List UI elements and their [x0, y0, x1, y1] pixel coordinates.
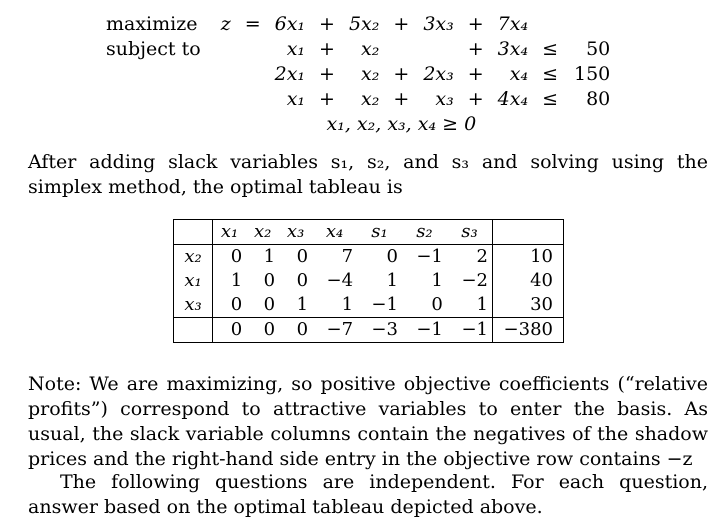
column-header: x₄: [312, 220, 357, 245]
column-header: x₂: [246, 220, 279, 245]
table-cell: 0: [279, 245, 312, 270]
lp-cell: [237, 62, 269, 87]
table-cell: −2: [447, 269, 493, 293]
objective-row: [104, 12, 612, 37]
lp-cell: 150: [574, 63, 611, 85]
lp-label: [104, 62, 215, 87]
lp-cell: +: [319, 38, 335, 60]
lp-cell: [566, 12, 612, 37]
table-cell: 0: [263, 294, 276, 315]
column-header: x₃: [279, 220, 312, 245]
table-cell: 7: [312, 245, 357, 270]
lp-cell: x₄: [509, 63, 529, 85]
lp-cell: 50: [586, 38, 611, 60]
lp-cell: +: [393, 13, 410, 35]
lp-cell: [215, 37, 237, 62]
table-row: [174, 245, 564, 270]
simplex-tableau: [173, 219, 564, 343]
lp-cell: x₂: [361, 38, 380, 60]
maximize-label: maximize: [106, 13, 198, 35]
lp-cell: [215, 87, 237, 112]
lp-cell: x₂: [361, 88, 380, 110]
note-paragraph: Note: We are maximizing, so positive objective coefficients (“relative profits”) correspond to attractive variables to enter the basis. As usual, the slack variable columns contain the negatives of the shadow prices and the right-hand side entry in the objective row contains −z: [28, 373, 708, 470]
table-cell: 1: [431, 270, 443, 291]
objective-table-row: [174, 318, 564, 343]
lp-cell: ≤: [542, 38, 558, 60]
lp-cell: +: [393, 88, 410, 110]
lp-cell: 6x₁: [274, 13, 306, 35]
constraint-row: [104, 87, 612, 112]
table-cell: 1: [230, 270, 243, 291]
lp-cell: =: [244, 13, 261, 35]
lp-cell: ≤: [542, 63, 558, 85]
lp-cell: +: [319, 88, 335, 110]
lp-cell: +: [319, 63, 335, 85]
lp-cell: ≤: [542, 88, 558, 110]
lp-cell: 3x₃: [423, 13, 454, 35]
lp-cell: [534, 12, 566, 37]
table-cell: −1: [402, 318, 447, 343]
table-cell: 0: [296, 270, 309, 291]
basis-label: x₁: [174, 269, 213, 293]
table-row: [174, 293, 564, 318]
lp-cell: +: [467, 63, 484, 85]
lp-cell: [417, 37, 459, 62]
lp-cell: +: [467, 38, 484, 60]
lp-cell: 3x₄: [497, 38, 529, 60]
table-cell: 1: [296, 294, 309, 315]
lp-cell: x₂: [361, 63, 380, 85]
table-row: [174, 269, 564, 293]
rhs-cell: −380: [493, 318, 564, 343]
nonnegativity-constraint: x₁, x₂, x₃, x₄ ≥ 0: [326, 113, 477, 135]
rhs-cell: 40: [493, 269, 564, 293]
lp-cell: +: [467, 13, 484, 35]
tableau-header-row: [174, 220, 564, 245]
table-cell: −7: [312, 318, 357, 343]
column-header: x₁: [213, 220, 247, 245]
table-cell: −1: [371, 294, 398, 315]
subject-to-label: subject to: [106, 38, 201, 60]
table-cell: 0: [357, 245, 402, 270]
column-header: s₃: [447, 220, 493, 245]
lp-cell: 80: [586, 88, 611, 110]
lp-label: [104, 87, 215, 112]
table-cell: 0: [263, 270, 276, 291]
linear-program: [104, 12, 612, 137]
followup-paragraph: The following questions are independent. For each question, answer based on the optimal tableau depicted above.: [28, 471, 708, 518]
table-cell: 0: [213, 318, 247, 343]
table-cell: 1: [341, 294, 354, 315]
table-cell: 0: [279, 318, 312, 343]
lp-cell: x₁: [286, 38, 306, 60]
table-cell: 1: [447, 293, 493, 318]
lp-cell: [237, 37, 269, 62]
lp-cell: 7x₄: [497, 13, 529, 35]
lp-cell: 5x₂: [348, 13, 380, 35]
table-cell: 1: [246, 245, 279, 270]
table-cell: 0: [230, 294, 243, 315]
nonnegativity-row: [104, 112, 612, 137]
lp-cell: 2x₁: [274, 63, 306, 85]
lp-cell: +: [393, 63, 410, 85]
rhs-cell: 30: [493, 293, 564, 318]
table-cell: −3: [357, 318, 402, 343]
lp-cell: x₁: [286, 88, 306, 110]
constraint-row: [104, 62, 612, 87]
basis-label: x₂: [174, 245, 213, 270]
table-cell: 2: [447, 245, 493, 270]
table-cell: 0: [246, 318, 279, 343]
intro-paragraph: After adding slack variables s₁, s₂, and s₃ and solving using the simplex method, the optimal tableau is: [28, 151, 708, 198]
lp-cell: +: [319, 13, 335, 35]
rhs-cell: 10: [493, 245, 564, 270]
lp-cell: [215, 62, 237, 87]
table-cell: 0: [213, 245, 247, 270]
column-header: s₁: [357, 220, 402, 245]
lp-cell: [237, 87, 269, 112]
lp-cell: z: [220, 13, 231, 35]
table-cell: 1: [386, 270, 398, 291]
basis-label: x₃: [174, 293, 213, 318]
table-cell: 0: [431, 294, 443, 315]
table-cell: −1: [447, 318, 493, 343]
column-header: s₂: [402, 220, 447, 245]
lp-cell: 4x₄: [497, 88, 529, 110]
lp-cell: x₃: [435, 88, 454, 110]
table-cell: −1: [402, 245, 447, 270]
lp-cell: [385, 37, 417, 62]
lp-cell: 2x₃: [423, 63, 454, 85]
constraint-row: [104, 37, 612, 62]
table-cell: −4: [326, 270, 354, 291]
lp-cell: +: [467, 88, 484, 110]
